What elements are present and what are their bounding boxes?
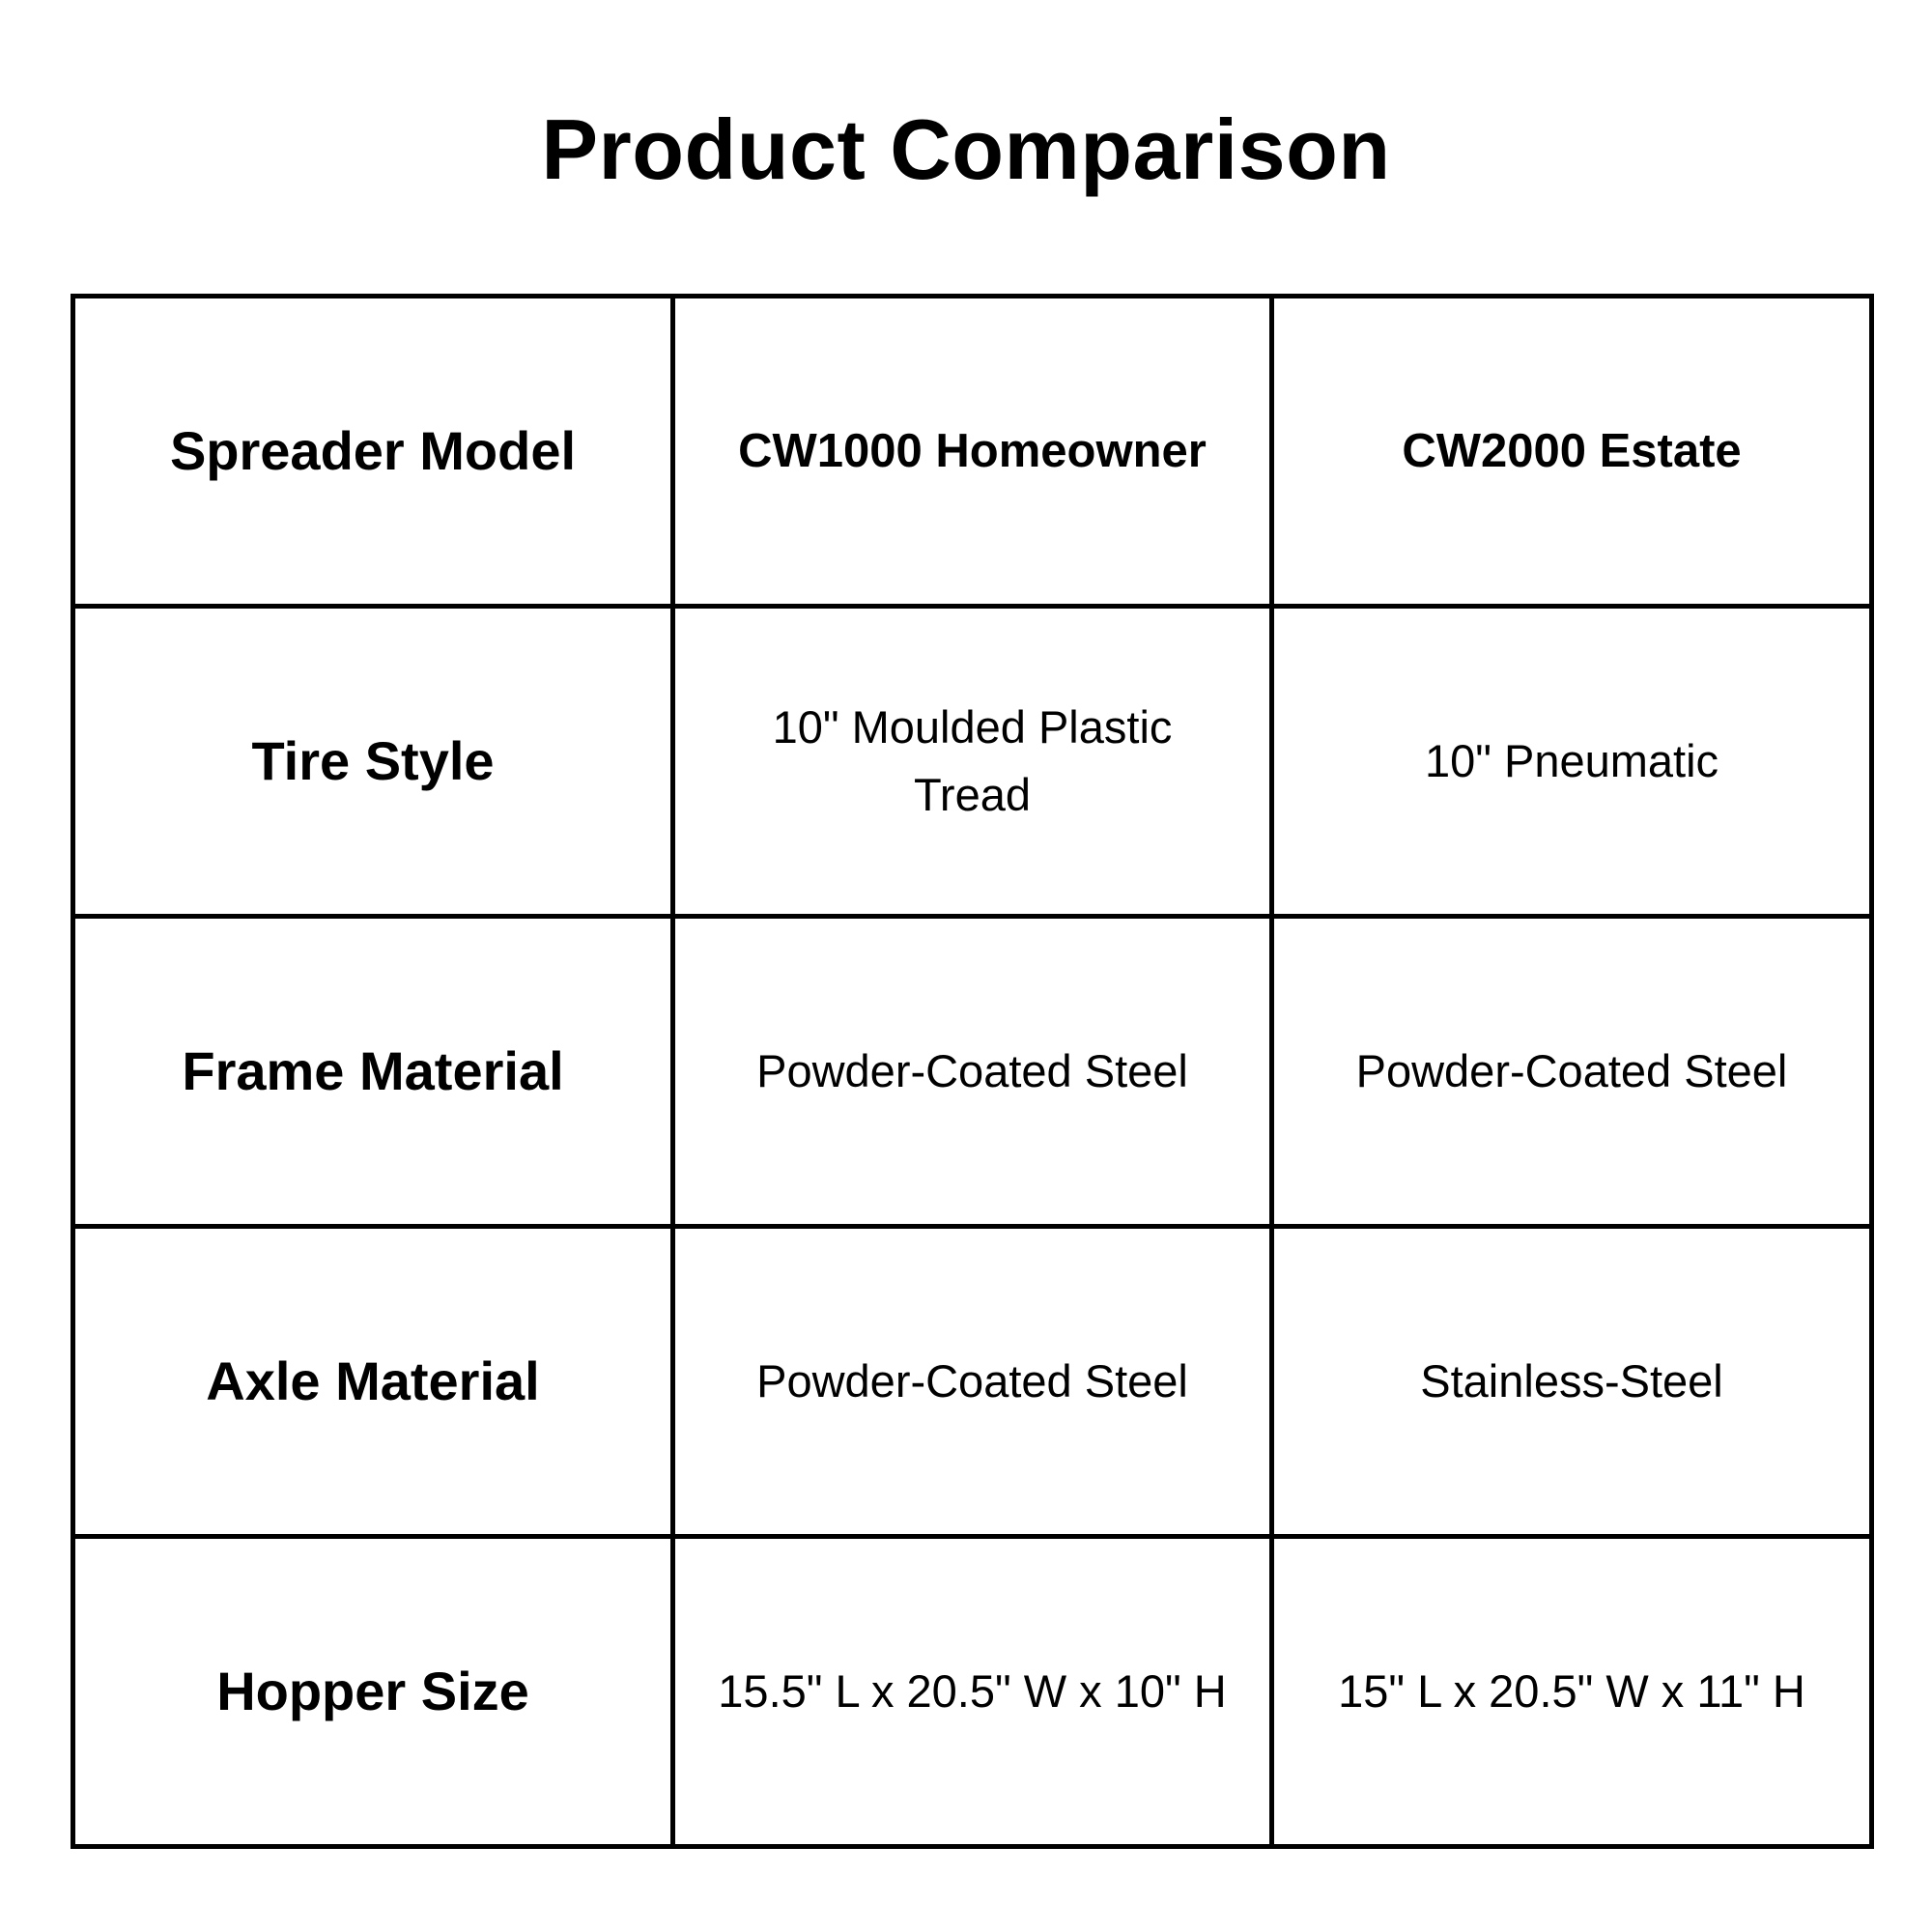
cell-tire-style-cw2000: 10" Pneumatic xyxy=(1272,607,1872,917)
cell-tire-style-cw1000 xyxy=(673,607,1272,917)
row-label-hopper-size: Hopper Size xyxy=(73,1537,673,1847)
comparison-table xyxy=(71,294,1874,1849)
table-row-tire-style xyxy=(73,607,1872,917)
cell-frame-material-cw1000: Powder-Coated Steel xyxy=(673,917,1272,1227)
cell-hopper-size-cw2000: 15" L x 20.5" W x 11" H xyxy=(1272,1537,1872,1847)
cell-frame-material-cw2000: Powder-Coated Steel xyxy=(1272,917,1872,1227)
model-name-cw2000: CW2000 Estate xyxy=(1272,297,1872,607)
cell-hopper-size-cw1000: 15.5" L x 20.5" W x 10" H xyxy=(673,1537,1272,1847)
row-label-spreader-model: Spreader Model xyxy=(73,297,673,607)
page-title: Product Comparison xyxy=(541,101,1391,197)
cell-axle-material-cw1000: Powder-Coated Steel xyxy=(673,1227,1272,1537)
cell-axle-material-cw2000: Stainless-Steel xyxy=(1272,1227,1872,1537)
table-row-axle-material xyxy=(73,1227,1872,1537)
table-row-frame-material xyxy=(73,917,1872,1227)
table-row-hopper-size xyxy=(73,1537,1872,1847)
row-label-axle-material: Axle Material xyxy=(73,1227,673,1537)
model-name-cw1000: CW1000 Homeowner xyxy=(673,297,1272,607)
cell-text: 10" Moulded Plastic Tread xyxy=(772,701,1173,820)
row-label-tire-style: Tire Style xyxy=(73,607,673,917)
row-label-frame-material: Frame Material xyxy=(73,917,673,1227)
table-row-spreader-model xyxy=(73,297,1872,607)
